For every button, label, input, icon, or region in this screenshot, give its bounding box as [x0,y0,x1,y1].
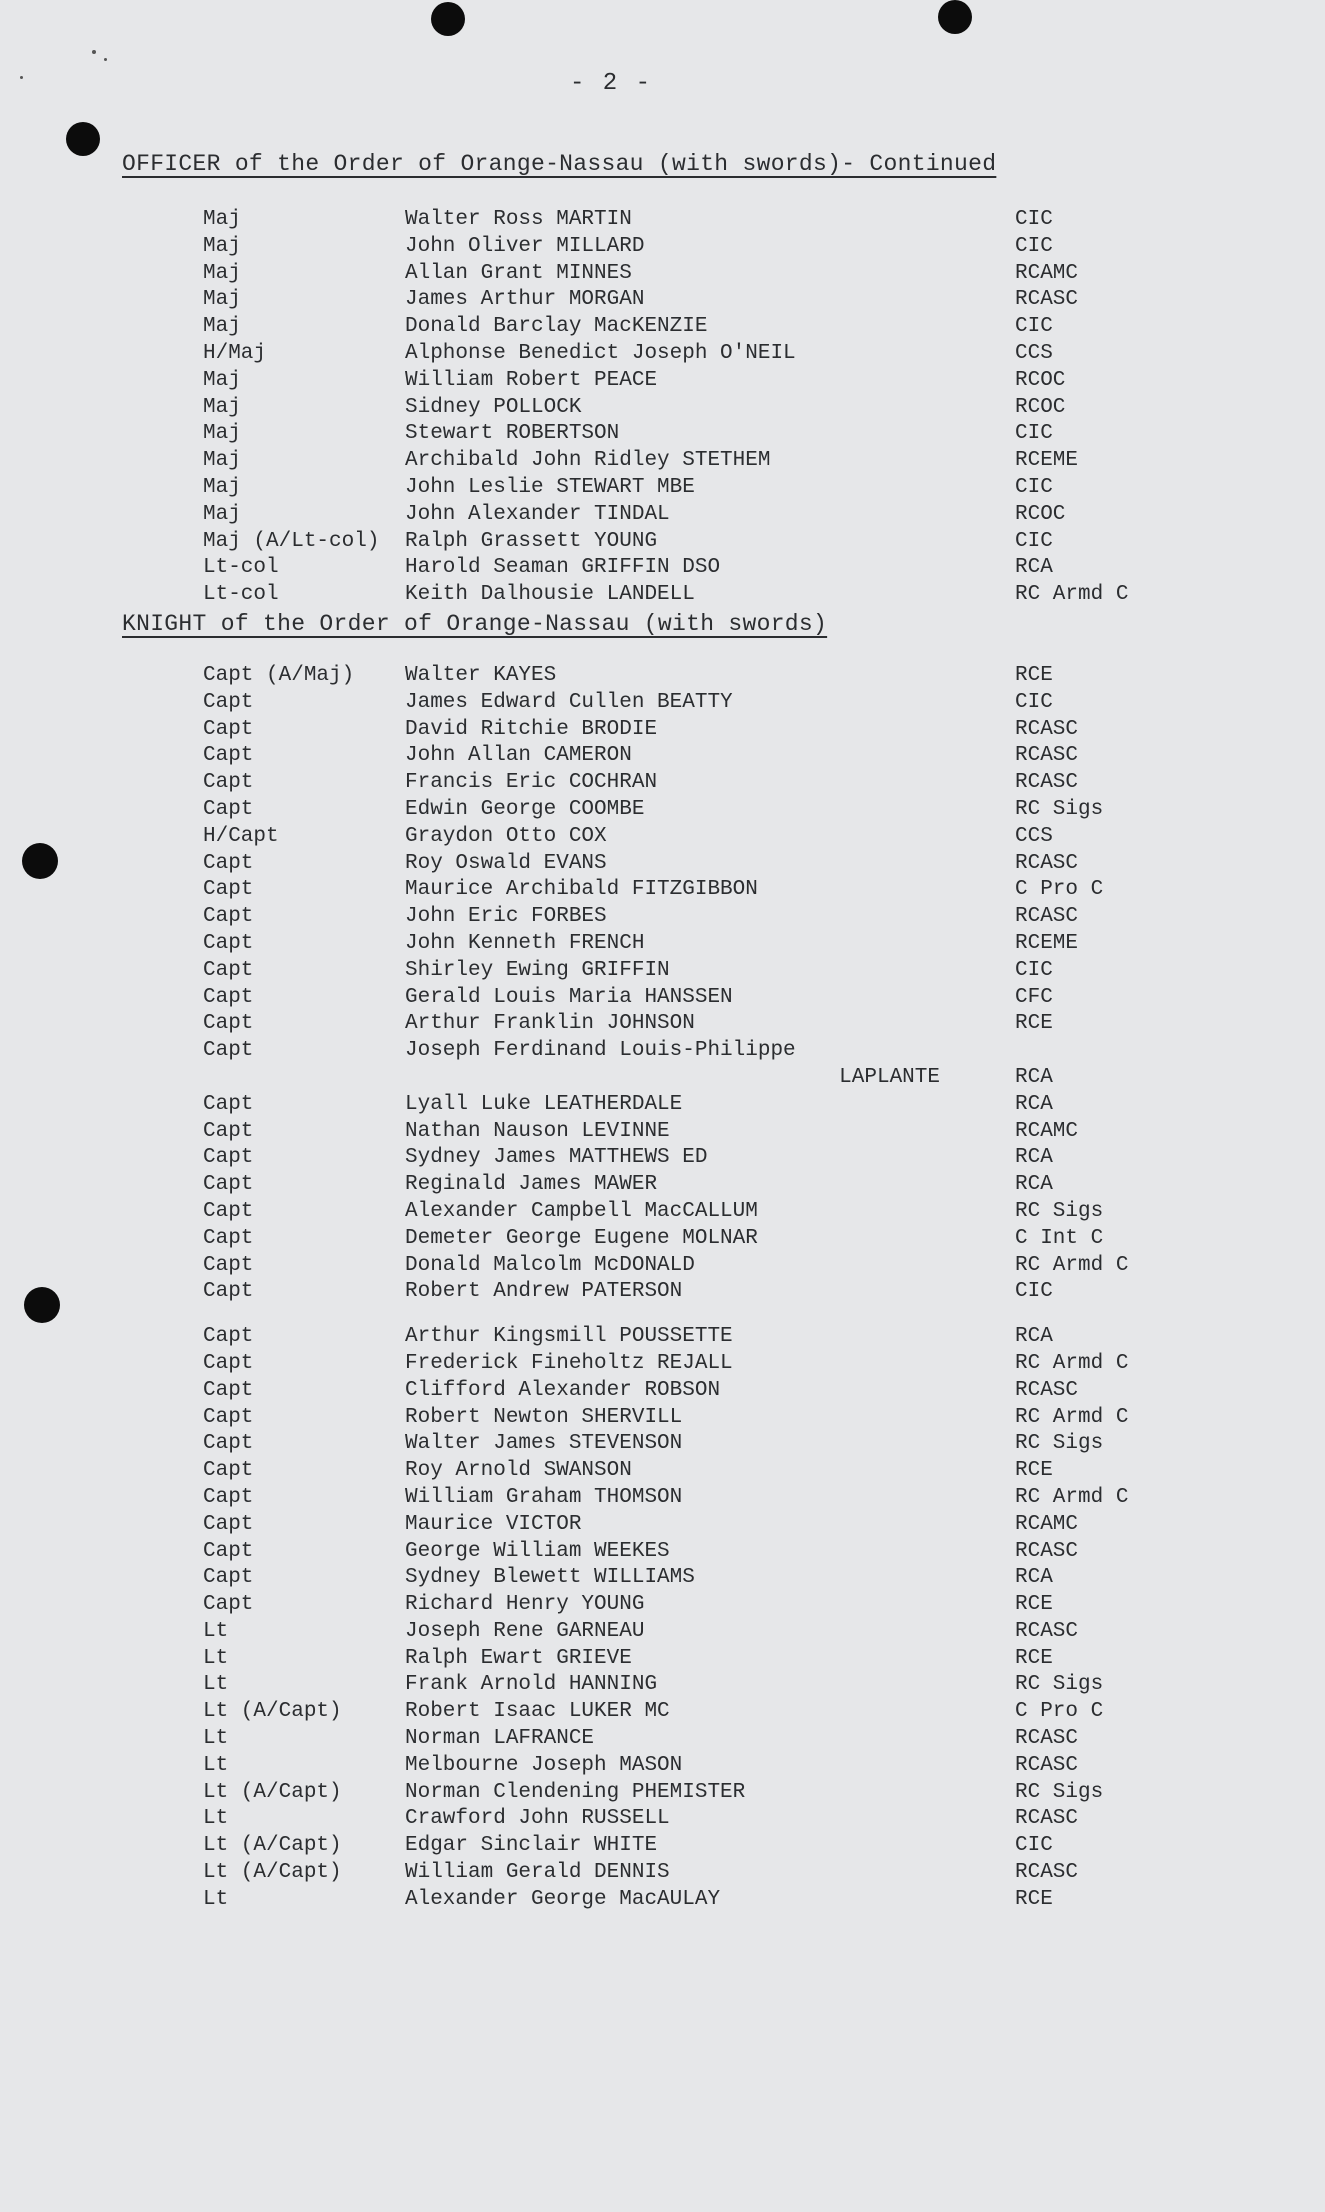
name-cell: William Robert PEACE [405,368,658,392]
name-cell: Edgar Sinclair WHITE [405,1834,658,1858]
name-cell: Walter Ross MARTIN [405,208,632,231]
name-cell: Allan Grant MINNES [405,261,632,285]
list-row [0,208,1325,235]
unit-cell: CIC [1015,208,1053,231]
rank-cell: Capt [203,905,254,929]
name-cell: Arthur Kingsmill POUSSETTE [405,1325,733,1349]
name-cell: George William WEEKES [405,1539,670,1563]
unit-cell: RC Armd C [1015,1485,1129,1509]
name-cell: Alexander George MacAULAY [405,1887,721,1911]
unit-cell: CIC [1015,315,1053,339]
list-row [0,369,1325,396]
rank-cell: Capt [203,1432,254,1456]
list-row [0,878,1325,905]
list-gap [0,1307,1325,1325]
rank-cell: Capt [203,1325,254,1349]
unit-cell: RCAMC [1015,1512,1079,1536]
unit-cell: RCA [1015,1566,1053,1590]
unit-cell: RCASC [1015,1861,1079,1885]
name-cell: Joseph Rene GARNEAU [405,1619,645,1643]
list-row [0,744,1325,771]
name-cell: Demeter George Eugene MOLNAR [405,1226,758,1250]
unit-cell: RCA [1015,1092,1053,1116]
unit-cell: RC Sigs [1015,1780,1104,1804]
name-cell: William Gerald DENNIS [405,1861,670,1885]
rank-cell: Capt [203,1226,254,1250]
unit-cell: RCE [1015,1887,1053,1911]
list-row [0,583,1325,610]
list-row [0,1352,1325,1379]
unit-cell: RCOC [1015,502,1066,526]
name-cell: Donald Malcolm McDONALD [405,1253,695,1277]
list-row [0,1700,1325,1727]
unit-cell: RCA [1015,1325,1053,1349]
unit-cell: RCASC [1015,717,1079,741]
list-row [0,476,1325,503]
rank-cell: Lt [203,1753,229,1777]
list-row [0,396,1325,423]
list-row [0,1807,1325,1834]
name-cell: David Ritchie BRODIE [405,717,658,741]
unit-cell: RCOC [1015,395,1066,419]
unit-cell: CFC [1015,985,1053,1009]
name-cell: Stewart ROBERTSON [405,422,620,446]
name-cell: Robert Andrew PATERSON [405,1280,683,1304]
name-cell: Nathan Nauson LEVINNE [405,1119,670,1143]
name-cell: John Kenneth FRENCH [405,931,645,955]
unit-cell: RCASC [1015,1619,1079,1643]
rank-cell: Capt [203,797,254,821]
unit-cell: RC Sigs [1015,1432,1104,1456]
list-row [0,1566,1325,1593]
list-row [0,1254,1325,1281]
unit-cell: RCAMC [1015,261,1079,285]
list-row [0,1227,1325,1254]
list-row [0,288,1325,315]
name-cell: Walter James STEVENSON [405,1432,683,1456]
name-cell: James Arthur MORGAN [405,288,645,312]
list-row [0,664,1325,691]
unit-cell: RCASC [1015,744,1079,768]
unit-cell: RCE [1015,1459,1053,1483]
rank-cell: Lt (A/Capt) [203,1861,342,1885]
rank-cell: Lt [203,1646,229,1670]
unit-cell: RCE [1015,1646,1053,1670]
name-cell: Richard Henry YOUNG [405,1593,645,1617]
list-row [0,771,1325,798]
unit-cell: CIC [1015,1280,1053,1304]
name-cell: Ralph Ewart GRIEVE [405,1646,632,1670]
rank-cell: Capt [203,1351,254,1375]
unit-cell: CIC [1015,475,1053,499]
name-cell: Archibald John Ridley STETHEM [405,449,771,473]
unit-cell: CIC [1015,958,1053,982]
list-row [0,986,1325,1013]
list-row [0,1093,1325,1120]
list-row [0,905,1325,932]
list-row [0,1039,1325,1066]
rank-cell: Lt (A/Capt) [203,1780,342,1804]
list-row [0,1540,1325,1567]
name-cell: John Oliver MILLARD [405,234,645,258]
name-cell: Gerald Louis Maria HANSSEN [405,985,733,1009]
rank-cell: H/Maj [203,341,267,365]
rank-cell: Maj [203,261,241,285]
list-row [0,530,1325,557]
unit-cell: RCA [1015,1173,1053,1197]
ink-speck [92,50,96,54]
unit-cell: RCASC [1015,851,1079,875]
punch-hole-top-right [938,0,972,34]
rank-cell: Maj [203,288,241,312]
list-row [0,1593,1325,1620]
rank-cell: Lt (A/Capt) [203,1700,342,1724]
unit-cell: RCASC [1015,1753,1079,1777]
rank-cell: Maj [203,422,241,446]
rank-cell: Maj [203,368,241,392]
rank-cell: Capt [203,1173,254,1197]
rank-cell: Maj (A/Lt-col) [203,529,380,553]
unit-cell: RCOC [1015,368,1066,392]
list-row [0,1325,1325,1352]
list-row [0,1379,1325,1406]
list-row [0,1200,1325,1227]
rank-cell: Capt [203,985,254,1009]
name-cell: Graydon Otto COX [405,824,607,848]
list-row [0,1486,1325,1513]
list-row [0,718,1325,745]
list-row [0,1406,1325,1433]
name-cell: Sydney James MATTHEWS ED [405,1146,708,1170]
name-cell: Francis Eric COCHRAN [405,771,658,795]
rank-cell: Capt [203,1459,254,1483]
name-cell: Harold Seaman GRIFFIN DSO [405,556,721,580]
rank-cell: Capt [203,1119,254,1143]
unit-cell: RCEME [1015,449,1079,473]
list-row [0,1280,1325,1307]
name-cell: Reginald James MAWER [405,1173,658,1197]
section-heading-officer: OFFICER of the Order of Orange-Nassau (with swords)- Continued [122,151,997,177]
unit-cell: RC Sigs [1015,1673,1104,1697]
list-row [0,1888,1325,1915]
name-cell: Frederick Fineholtz REJALL [405,1351,733,1375]
name-cell: Walter KAYES [405,664,557,687]
list-row [0,1834,1325,1861]
unit-cell: RC Armd C [1015,1351,1129,1375]
unit-cell: CCS [1015,341,1053,365]
rank-cell: Capt [203,1012,254,1036]
list-row [0,798,1325,825]
rank-cell: Maj [203,315,241,339]
list-row [0,503,1325,530]
unit-cell: CIC [1015,422,1053,446]
unit-cell: CIC [1015,234,1053,258]
rank-cell: Capt [203,1566,254,1590]
list-row [0,315,1325,342]
section-heading-knight: KNIGHT of the Order of Orange-Nassau (with swords) [122,611,828,637]
rank-cell: Capt [203,1253,254,1277]
rank-cell: Capt [203,878,254,902]
unit-cell: RC Sigs [1015,1199,1104,1223]
name-cell: Joseph Ferdinand Louis-Philippe [405,1039,796,1063]
unit-cell: CIC [1015,690,1053,714]
unit-cell: RCASC [1015,771,1079,795]
unit-cell: RC Armd C [1015,1405,1129,1429]
unit-cell: RC Armd C [1015,1253,1129,1277]
name-cell: John Allan CAMERON [405,744,632,768]
unit-cell: CIC [1015,1834,1053,1858]
unit-cell: RCA [1015,556,1053,580]
unit-cell: RCASC [1015,1807,1079,1831]
name-cell: Crawford John RUSSELL [405,1807,670,1831]
unit-cell: RCASC [1015,1539,1079,1563]
rank-cell: Maj [203,208,241,231]
name-cell: Ralph Grassett YOUNG [405,529,658,553]
name-cell: Keith Dalhousie LANDELL [405,583,695,607]
name-cell: John Eric FORBES [405,905,607,929]
list-row-continuation [0,1066,1325,1093]
rank-cell: Maj [203,395,241,419]
name-cell: Alexander Campbell MacCALLUM [405,1199,758,1223]
name-cell: Clifford Alexander ROBSON [405,1378,721,1402]
officer-list [0,208,1325,610]
surname-cell: LAPLANTE [839,1065,940,1089]
unit-cell: RCA [1015,1065,1053,1089]
rank-cell: Lt [203,1727,229,1751]
list-row [0,1673,1325,1700]
rank-cell: Lt (A/Capt) [203,1834,342,1858]
rank-cell: Maj [203,475,241,499]
list-row [0,1620,1325,1647]
rank-cell: Lt [203,1619,229,1643]
unit-cell: RCAMC [1015,1119,1079,1143]
name-cell: Alphonse Benedict Joseph O'NEIL [405,341,796,365]
rank-cell: Capt [203,958,254,982]
name-cell: Frank Arnold HANNING [405,1673,658,1697]
list-row [0,1647,1325,1674]
rank-cell: H/Capt [203,824,279,848]
rank-cell: Capt [203,1199,254,1223]
page-number: - 2 - [570,70,653,97]
ink-speck [20,76,23,79]
unit-cell: RCE [1015,1012,1053,1036]
list-row [0,1754,1325,1781]
unit-cell: CIC [1015,529,1053,553]
name-cell: Arthur Franklin JOHNSON [405,1012,695,1036]
rank-cell: Capt [203,744,254,768]
name-cell: Robert Isaac LUKER MC [405,1700,670,1724]
knight-list [0,664,1325,1915]
list-row [0,959,1325,986]
name-cell: John Leslie STEWART MBE [405,475,695,499]
list-row [0,932,1325,959]
rank-cell: Capt [203,1485,254,1509]
rank-cell: Capt [203,1146,254,1170]
list-row [0,1781,1325,1808]
list-row [0,1432,1325,1459]
name-cell: William Graham THOMSON [405,1485,683,1509]
rank-cell: Capt [203,1039,254,1063]
rank-cell: Capt [203,717,254,741]
unit-cell: RC Armd C [1015,583,1129,607]
unit-cell: RCEME [1015,931,1079,955]
rank-cell: Capt [203,690,254,714]
unit-cell: RCASC [1015,1378,1079,1402]
list-row [0,235,1325,262]
punch-hole-top-left [431,2,465,36]
unit-cell: RCASC [1015,905,1079,929]
unit-cell: RCE [1015,664,1053,687]
unit-cell: RCASC [1015,1727,1079,1751]
rank-cell: Lt [203,1887,229,1911]
list-row [0,852,1325,879]
rank-cell: Maj [203,234,241,258]
list-row [0,262,1325,289]
name-cell: Sydney Blewett WILLIAMS [405,1566,695,1590]
rank-cell: Capt [203,931,254,955]
list-row [0,556,1325,583]
ink-speck [104,58,107,61]
list-row [0,1012,1325,1039]
name-cell: Norman LAFRANCE [405,1727,595,1751]
rank-cell: Lt-col [203,583,279,607]
rank-cell: Capt [203,1092,254,1116]
list-row [0,422,1325,449]
name-cell: Edwin George COOMBE [405,797,645,821]
list-row [0,691,1325,718]
name-cell: John Alexander TINDAL [405,502,670,526]
name-cell: Norman Clendening PHEMISTER [405,1780,746,1804]
rank-cell: Capt [203,1593,254,1617]
rank-cell: Capt [203,851,254,875]
rank-cell: Maj [203,449,241,473]
unit-cell: CCS [1015,824,1053,848]
rank-cell: Capt [203,1280,254,1304]
rank-cell: Lt [203,1673,229,1697]
rank-cell: Lt [203,1807,229,1831]
name-cell: Roy Oswald EVANS [405,851,607,875]
name-cell: Maurice Archibald FITZGIBBON [405,878,758,902]
name-cell: Lyall Luke LEATHERDALE [405,1092,683,1116]
list-row [0,825,1325,852]
name-cell: Maurice VICTOR [405,1512,582,1536]
name-cell: Sidney POLLOCK [405,395,582,419]
unit-cell: RC Sigs [1015,797,1104,821]
rank-cell: Capt (A/Maj) [203,664,355,687]
list-row [0,1173,1325,1200]
rank-cell: Lt-col [203,556,279,580]
rank-cell: Capt [203,1405,254,1429]
list-row [0,342,1325,369]
unit-cell: RCASC [1015,288,1079,312]
list-row [0,1146,1325,1173]
rank-cell: Capt [203,1378,254,1402]
unit-cell: RCE [1015,1593,1053,1617]
punch-hole-left-1 [66,122,100,156]
rank-cell: Maj [203,502,241,526]
name-cell: Roy Arnold SWANSON [405,1459,632,1483]
name-cell: James Edward Cullen BEATTY [405,690,733,714]
list-row [0,449,1325,476]
list-row [0,1727,1325,1754]
unit-cell: RCA [1015,1146,1053,1170]
rank-cell: Capt [203,1539,254,1563]
list-row [0,1120,1325,1147]
list-row [0,1513,1325,1540]
name-cell: Shirley Ewing GRIFFIN [405,958,670,982]
list-row [0,1861,1325,1888]
unit-cell: C Pro C [1015,878,1104,902]
name-cell: Donald Barclay MacKENZIE [405,315,708,339]
name-cell: Melbourne Joseph MASON [405,1753,683,1777]
rank-cell: Capt [203,1512,254,1536]
rank-cell: Capt [203,771,254,795]
list-row [0,1459,1325,1486]
unit-cell: C Int C [1015,1226,1104,1250]
name-cell: Robert Newton SHERVILL [405,1405,683,1429]
unit-cell: C Pro C [1015,1700,1104,1724]
